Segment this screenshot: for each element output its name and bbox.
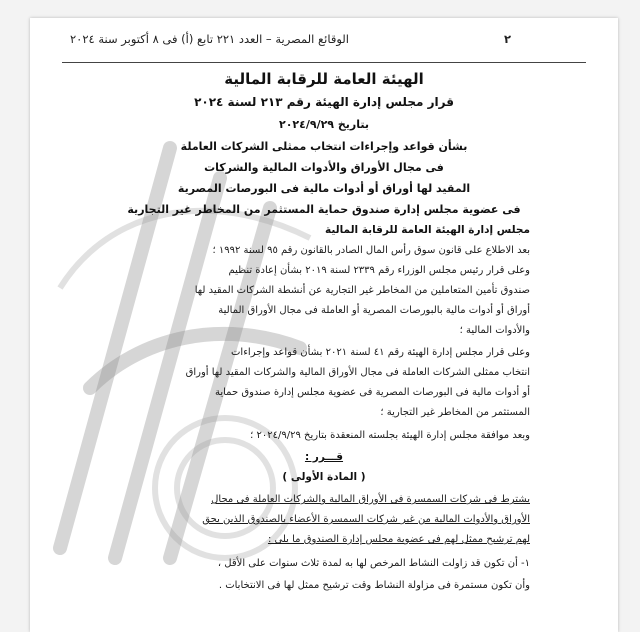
article-line: ١- أن تكون قد زاولت النشاط المرخص لها به لمدة ثلاث سنوات على الأقل ،	[217, 558, 530, 569]
preamble-line: والأدوات المالية ؛	[459, 325, 530, 336]
article-line: الأوراق والأدوات المالية من غير شركات السمسرة الأعضاء بالصندوق الذين يحق	[202, 514, 530, 525]
preamble-line: وعلى قرار مجلس إدارة الهيئة رقم ٤١ لسنة ٢٠٢١ بشأن قواعد وإجراءات	[231, 347, 530, 358]
article-title: ( المادة الأولى )	[282, 471, 366, 483]
subject-line-1: بشأن قواعد وإجراءات انتخاب ممثلى الشركات العاملة	[180, 140, 468, 153]
board-heading: مجلس إدارة الهيئة العامة للرقابة المالية	[324, 224, 530, 236]
article-line: وأن تكون مستمرة فى مزاولة النشاط وقت ترشيح ممثل لها فى الانتخابات .	[218, 580, 530, 591]
preamble-line: وعلى قرار رئيس مجلس الوزراء رقم ٢٣٣٩ لسنة ٢٠١٩ بشأن إعادة تنظيم	[228, 265, 530, 276]
authority-title: الهيئة العامة للرقابة المالية	[224, 70, 424, 88]
document-page	[30, 18, 618, 632]
decision-date: بتاريخ ٢٠٢٤/٩/٢٩	[278, 118, 370, 131]
preamble-line: انتخاب ممثلى الشركات العاملة فى مجال الأوراق المالية والشركات المقيد لها أوراق	[185, 367, 530, 378]
page-number: ٢	[504, 32, 512, 46]
preamble-line: وبعد موافقة مجلس إدارة الهيئة بجلسته المنعقدة بتاريخ ٢٠٢٤/٩/٢٩ ؛	[250, 430, 530, 441]
subject-line-3: المقيد لها أوراق أو أدوات مالية فى البورصات المصرية	[177, 182, 471, 195]
subject-line-2: فى مجال الأوراق والأدوات المالية والشركات	[204, 161, 444, 174]
decision-title: قرار مجلس إدارة الهيئة رقم ٢١٣ لسنة ٢٠٢٤	[194, 95, 454, 109]
preamble-line: المستثمر من المخاطر غير التجارية ؛	[380, 407, 530, 418]
header-rule	[62, 62, 586, 63]
running-header: الوقائع المصرية – العدد ٢٢١ تابع (أ) فى ٨ أكتوبر سنة ٢٠٢٤	[70, 32, 349, 46]
subject-line-4: فى عضوية مجلس إدارة صندوق حماية المستثمر من المخاطر غير التجارية	[127, 203, 521, 216]
article-line: لهم ترشيح ممثل لهم فى عضوية مجلس إدارة الصندوق ما يلى :	[267, 534, 530, 545]
preamble-line: بعد الاطلاع على قانون سوق رأس المال الصادر بالقانون رقم ٩٥ لسنة ١٩٩٢ ؛	[212, 245, 530, 256]
preamble-line: أو أدوات مالية فى البورصات المصرية فى عضوية مجلس إدارة صندوق حماية	[214, 387, 530, 398]
preamble-line: صندوق تأمين المتعاملين من المخاطر غير التجارية عن أنشطة الشركات المقيد لها	[194, 285, 530, 296]
article-line: يشترط فى شركات السمسرة فى الأوراق المالية والشركات العاملة فى مجال	[211, 494, 530, 505]
preamble-line: أوراق أو أدوات مالية بالبورصات المصرية أو العاملة فى مجال الأوراق المالية	[218, 305, 530, 316]
resolved-heading: قـــرر :	[304, 451, 344, 463]
